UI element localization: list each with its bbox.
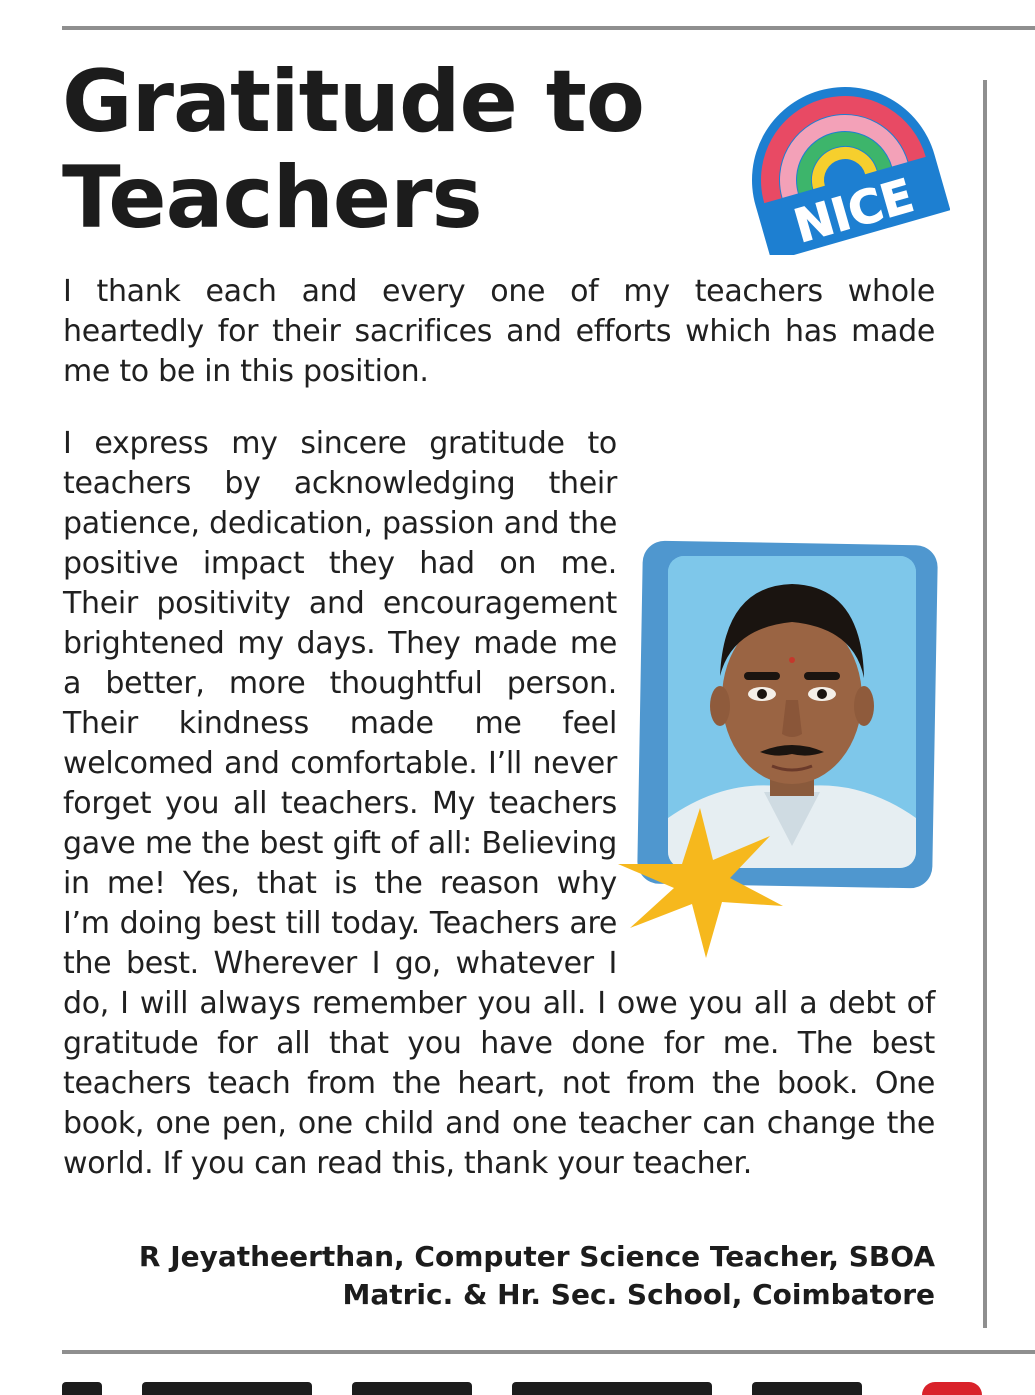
nice-rainbow-sticker: [740, 70, 950, 255]
author-signature: [63, 1238, 935, 1314]
right-column-rule: [983, 80, 987, 1328]
article-headline: Gratitude to Teachers: [62, 52, 644, 248]
yellow-star-burst: [618, 808, 783, 958]
sticker-label: NICE: [788, 168, 920, 254]
article-paragraph-1: I thank each and every one of my teachers whole heartedly for their sacrifices and efforts which has made me to be in this position.: [63, 274, 935, 389]
next-article-headline-fragment: [62, 1380, 1035, 1395]
signature-line-1: R Jeyatheerthan, Computer Science Teacher, SBOA: [138, 1240, 935, 1273]
bottom-rule: [62, 1350, 1035, 1354]
article-paragraph-2: I express my sincere gratitude to teachers by acknowledging their patience, dedication, passion and the positive impact they had on me. Their positivity and encouragement brightened my days. They made me a better, more thoughtful person. Their kindness made me feel welcomed and comfortable. I’ll never forget you all teachers. My teachers gave me the best gift of all: Believing in me! Yes, that is the reason why I’m doing best till today. Teachers are the best. Wherever I go, whatever I do, I will always remember you all. I owe you all a debt of gratitude for all that you have done for me. The best teachers teach from the heart, not from the book. One book, one pen, one child and one teacher can change the world. If you can read this, thank your teacher.: [63, 426, 935, 1181]
top-rule: [62, 26, 1035, 30]
signature-line-2: Matric. & Hr. Sec. School, Coimbatore: [342, 1278, 935, 1311]
